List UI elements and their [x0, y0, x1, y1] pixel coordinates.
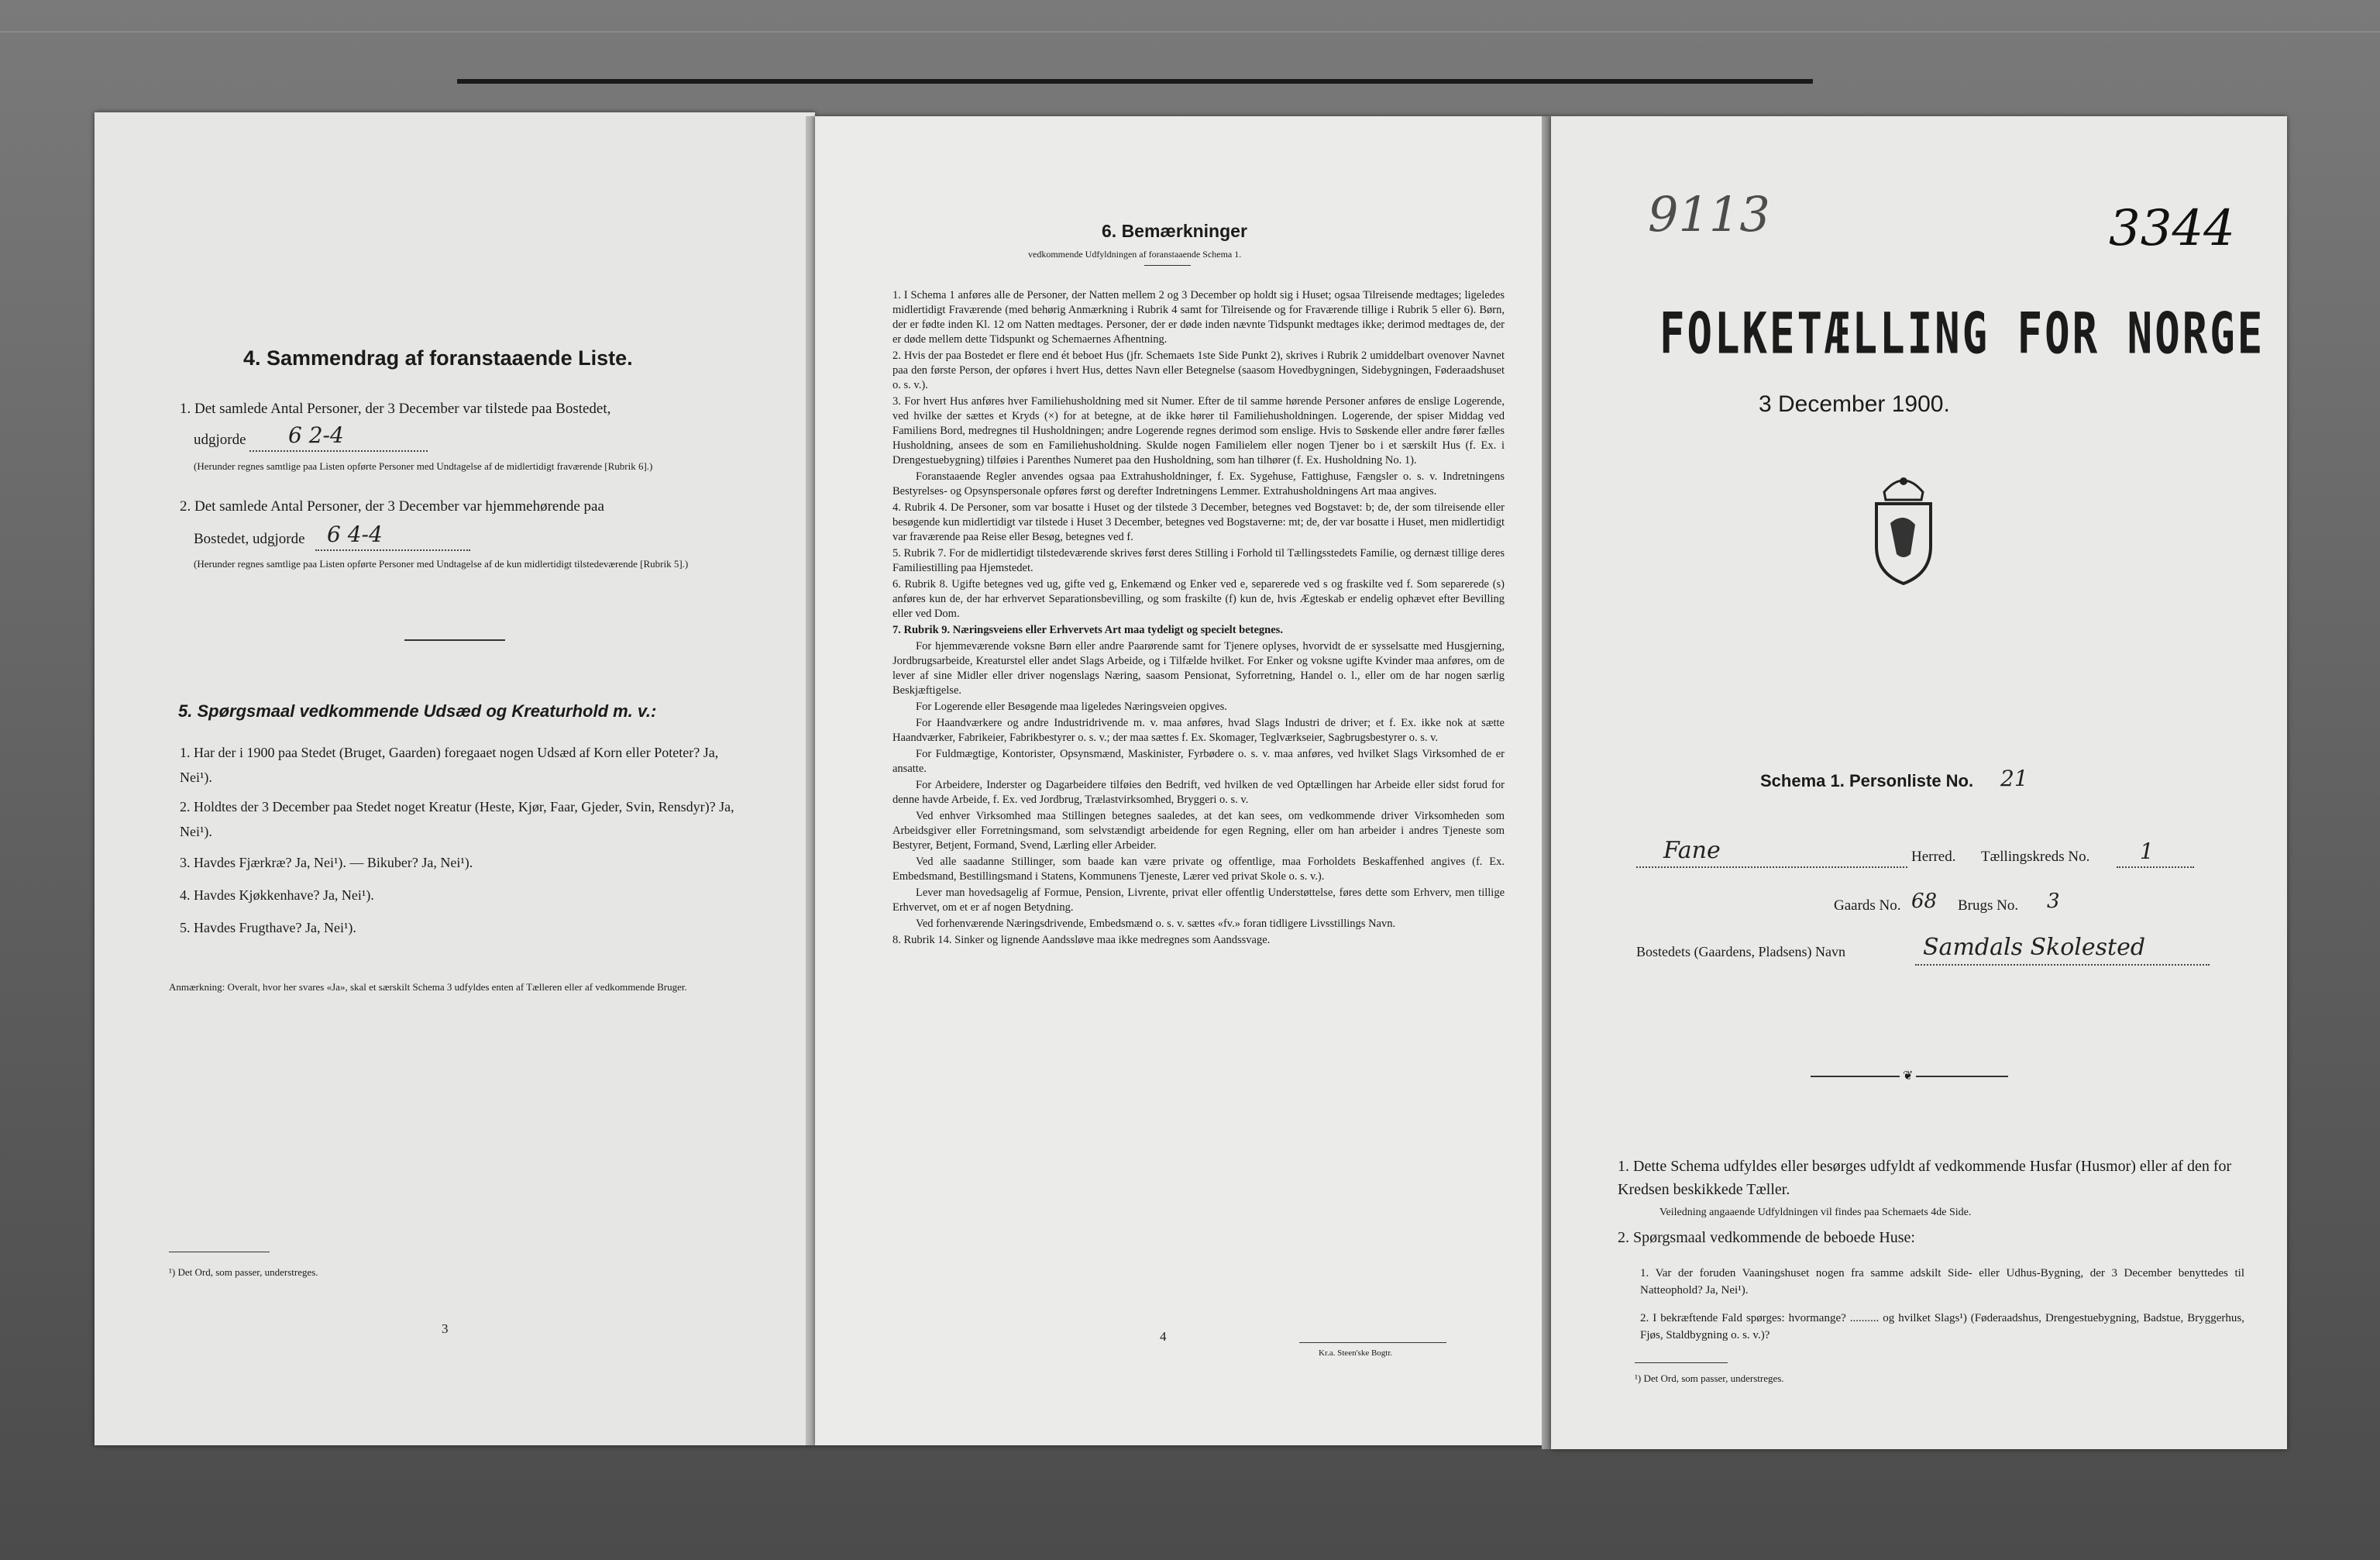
remark-item: Ved alle saadanne Stillinger, som baade kan være private og offentlige, maa Forholdets Beskaffenhed angives (f. Ex. Embedsmand, Bestillingsmand i Statens, Kommunens Tjeneste, Lærer ved privat Skole o. s. v.).: [892, 856, 1505, 883]
ornament-icon: ❦: [1900, 1068, 1916, 1083]
section4-heading: 4. Sammendrag af foranstaaende Liste.: [243, 346, 633, 370]
brugs-label: Brugs No.: [1958, 897, 2019, 914]
footnote-rule: [1635, 1362, 1728, 1363]
instruction-1: 1. Dette Schema udfyldes eller besørges udfyldt af vedkommende Husfar (Husmor) eller af den for Kredsen beskikkede Tæller.: [1618, 1158, 2232, 1198]
remark-item: 6. Rubrik 8. Ugifte betegnes ved ug, gifte ved g, Enkemænd og Enker ved e, separerede ved s og fraskilte ved f. Som separerede (s) anføres kun de, der har erhvervet Separationsbevilling, og som fraskilte (f) kun de, hvis Ægteskab er endelig ophævet efter Bevilling eller ved Dom.: [892, 578, 1505, 620]
remark-item: Ved enhver Virksomhed maa Stillingen betegnes saaledes, at det kan sees, om vedkommende driver Virksomheden som Arbeidsgiver eller Forretningsmand, som selvstændigt arbeidende for egen Regning, eller om han arbeider i andres Tjeneste som Bestyrer, Betjent, Formand, Svend, Lærling eller Arbeider.: [892, 810, 1505, 852]
remark-item: 1. I Schema 1 anføres alle de Personer, der Natten mellem 2 og 3 December op holdt sig i Huset; ogsaa Tilreisende medtages; ligeledes midlertidigt Fraværende (med behørig Anmærkning i Rubrik 4 samt for Tilreisende og for Fraværende tillige i Rubrik 5 eller 6). Børn, der er fødte inden Kl. 12 om Natten medtages. Personer, der er døde inden nævnte Tidspunkt medtages ikke; derimod medtages de, der er døde mellem dette Tidspunkt og Schemaernes Afhentning.: [892, 289, 1505, 346]
section4-item1-label: udgjorde: [194, 432, 246, 448]
section5-q5: 5. Havdes Frugthave? Ja, Nei¹).: [180, 920, 356, 935]
section4-item2: 2. Det samlede Antal Personer, der 3 December var hjemmehørende paa: [180, 498, 604, 515]
divider: [404, 639, 505, 641]
section5-q1: 1. Har der i 1900 paa Stedet (Bruget, Gaarden) foregaaet nogen Udsæd af Korn eller Poteter? Ja, Nei¹).: [180, 745, 719, 785]
instruction-2-q1: 1. Var der foruden Vaaningshuset nogen fra samme adskilt Side- eller Udhus-Bygning, der 3 December benyttedes til Natteophold? Ja, Nei¹).: [1640, 1267, 2244, 1297]
kreds-value: 1: [2140, 839, 2154, 864]
census-date: 3 December 1900.: [1759, 391, 1950, 417]
handwritten-archive-number: 9113: [1648, 186, 1770, 243]
kreds-label: Tællingskreds No.: [1981, 849, 2090, 865]
section4-item2-value: 6 4-4: [327, 522, 383, 547]
scan-edge-line: [0, 31, 2380, 33]
left-page: [95, 112, 815, 1445]
remark-item: 4. Rubrik 4. De Personer, som var bosatte i Huset og der tilstede 3 December, betegnes ved Bogstavet: b; de, der som tilreisende eller besøgende kun midlertidigt var tilstede i Huset 3 December, betegnes ved Bogstaverne: mt; de, der var bosatte i Huset, men midlertidigt var fraværende paa Reise eller Besøg, betegnes ved f.: [892, 501, 1505, 543]
footnote: ¹) Det Ord, som passer, understreges.: [1635, 1372, 1784, 1384]
section5-heading: 5. Spørgsmaal vedkommende Udsæd og Kreaturhold m. v.:: [178, 701, 657, 721]
section5-q2: 2. Holdtes der 3 December paa Stedet noget Kreatur (Heste, Kjør, Faar, Gjeder, Svin, Rensdyr)? Ja, Nei¹).: [180, 799, 734, 839]
section5-q3: 3. Havdes Fjærkræ? Ja, Nei¹). — Bikuber? Ja, Nei¹).: [180, 855, 473, 870]
instruction-2: 2. Spørgsmaal vedkommende de beboede Huse:: [1618, 1229, 1915, 1246]
bosted-label: Bostedets (Gaardens, Pladsens) Navn: [1636, 944, 1845, 959]
top-rule: [457, 79, 1813, 84]
section4-item1-value: 6 2-4: [288, 422, 344, 448]
dotted-line: [2117, 866, 2194, 868]
printer-rule: [1299, 1342, 1446, 1343]
remark-item: 7. Rubrik 9. Næringsveiens eller Erhvervets Art maa tydeligt og specielt betegnes.: [892, 624, 1283, 636]
dotted-line: [1915, 964, 2210, 966]
bosted-value: Samdals Skolested: [1923, 934, 2146, 961]
gaards-value: 68: [1911, 890, 1938, 913]
section4-item1-note: (Herunder regnes samtlige paa Listen opførte Personer med Undtagelse af de midlertidigt fraværende [Rubrik 6].): [194, 460, 653, 472]
personliste-number: 21: [2000, 766, 2028, 791]
gaards-label: Gaards No.: [1834, 897, 1901, 914]
herred-label: Herred.: [1911, 849, 1956, 865]
section4-item1: 1. Det samlede Antal Personer, der 3 December var tilstede paa Bostedet,: [180, 401, 611, 417]
remarks-list: [892, 288, 1505, 949]
instruction-2-q2: 2. I bekræftende Fald spørges: hvormange? .......... og hvilket Slags¹) (Føderaadshus, Drengestuebygning, Badstue, Bryggerhus, Fjøs, Staldbygning o. s. v.)?: [1640, 1312, 2244, 1341]
section4-item2-label: Bostedet, udgjorde: [194, 531, 305, 547]
dotted-line: [249, 450, 428, 452]
footnote: ¹) Det Ord, som passer, understreges.: [169, 1266, 318, 1278]
coat-of-arms-icon: [1861, 469, 1946, 585]
brugs-value: 3: [2047, 890, 2060, 913]
census-title: FOLKETÆLLING FOR NORGE: [1659, 301, 2265, 367]
heading-rule: [1144, 265, 1191, 266]
instruction-1-note: Veiledning angaaende Udfyldningen vil findes paa Schemaets 4de Side.: [1659, 1207, 1972, 1218]
remark-item: For Haandværkere og andre Industridrivende m. v. maa anføres, hvad Slags Industri de driver; et f. Ex. ikke nok at sætte Haandværker, Fabrikeier, Fabrikbestyrer o. s. v.; der maa sættes f. Ex. Skomager, Teglværkseier, Sagbrugsbestyrer o. s. v.: [892, 717, 1505, 744]
dotted-line: [315, 549, 470, 551]
middle-page: [815, 116, 1551, 1445]
section5-q4: 4. Havdes Kjøkkenhave? Ja, Nei¹).: [180, 887, 374, 903]
section5-note: Anmærkning: Overalt, hvor her svares «Ja», skal et særskilt Schema 3 udfyldes enten af Tælleren eller af vedkommende Bruger.: [169, 981, 687, 993]
remark-item: For Logerende eller Besøgende maa ligeledes Næringsveien opgives.: [916, 701, 1227, 713]
remark-item: Foranstaaende Regler anvendes ogsaa paa Extrahusholdninger, f. Ex. Sygehuse, Fattighuse, Fængsler o. s. v. Indretningens Bestyrelses- og Opsynspersonale opføres først og derefter Indretningens Lemmer. Extrahusholdningens Art maa angives.: [892, 470, 1505, 498]
page-number: 3: [442, 1321, 449, 1336]
right-page: [1551, 116, 2287, 1449]
remark-item: Ved forhenværende Næringsdrivende, Embedsmænd o. s. v. sættes «fv.» foran tidligere Livsstillings Navn.: [916, 918, 1396, 930]
remark-item: For Arbeidere, Inderster og Dagarbeidere tilføies den Bedrift, ved hvilken de ved Optællingen har Arbeide eller sidst forud for denne havde Arbeide, f. Ex. ved Jordbrug, Trælastvirksomhed, Bryggeri o. s. v.: [892, 779, 1505, 806]
remark-item: 8. Rubrik 14. Sinker og lignende Aandssløve maa ikke medregnes som Aandssvage.: [892, 934, 1271, 946]
remark-item: Lever man hovedsagelig af Formue, Pension, Livrente, privat eller offentlig Understøttelse, føres dette som Erhverv, men tillige Erhvervet, om et er af nogen Betydning.: [892, 887, 1505, 914]
remarks-heading: 6. Bemærkninger: [1102, 221, 1247, 241]
remark-item: 5. Rubrik 7. For de midlertidigt tilstedeværende skrives først deres Stilling i Forhold til Tællingsstedets Familie, og dernæst tillige deres Familiestilling paa Hjemstedet.: [892, 547, 1505, 574]
remark-item: For hjemmeværende voksne Børn eller andre Paarørende samt for Tjenere oplyses, hvorvidt de er sysselsatte med Husgjerning, Jordbrugsarbeide, Kreaturstel eller andet Slags Arbeide, og i Tilfælde hvilket. For Enker og voksne ugifte Kvinder maa anføres, om de lever af sine Midler eller driver nogenslags Næring, saasom Pensionat, Syforretning, Handel o. l., eller om de har nogen særlig Beskjæftigelse.: [892, 640, 1505, 697]
remark-item: 3. For hvert Hus anføres hver Familiehusholdning med sit Numer. Efter de til samme hørende Personer anføres de enslige Logerende, ved hvilke der sættes et Kryds (×) for at betegne, at de ikke hører til Familiehusholdningen. Logerende, der spiser Middag ved Familiens Bord, medregnes til Husholdningen; andre Logerende regnes derimod som enslige. Hvis to Søskende eller andre fører fælles Husholdning, ansees de som en Familiehusholdning. Skulde nogen Familielem eller nogen Tjener bo i et særskilt Hus (f. Ex. i Drengestuebygning) tilføies i Parenthes Numeret paa den Husholdning, som han tilhører (f. Ex. Husholdning No. 1).: [892, 395, 1505, 467]
remark-item: 2. Hvis der paa Bostedet er flere end ét beboet Hus (jfr. Schemaets 1ste Side Punkt 2), skrives i Rubrik 2 umiddelbart ovenover Navnet paa den første Person, der opføres i hvert Hus, dettes Navn eller Betegnelse (saasom Hovedbygningen, Sidebygningen, Føderaadshuset o. s. v.).: [892, 350, 1505, 391]
printer-imprint: Kr.a. Steen'ske Bogtr.: [1319, 1348, 1393, 1358]
remarks-subheading: vedkommende Udfyldningen af foranstaaende Schema 1.: [1028, 249, 1242, 260]
dotted-line: [1636, 866, 1907, 868]
page-number: 4: [1160, 1329, 1167, 1344]
schema-label: Schema 1. Personliste No.: [1760, 771, 1974, 790]
section4-item2-note: (Herunder regnes samtlige paa Listen opførte Personer med Undtagelse af de kun midlertidigt tilstedeværende [Rubrik 5].): [194, 558, 689, 570]
herred-value: Fane: [1663, 837, 1721, 864]
handwritten-page-number: 3344: [2109, 200, 2235, 257]
remark-item: For Fuldmægtige, Kontorister, Opsynsmænd, Maskinister, Fyrbødere o. s. v. maa anføres, ved hvilket Slags Virksomhed de er ansatte.: [892, 748, 1505, 775]
